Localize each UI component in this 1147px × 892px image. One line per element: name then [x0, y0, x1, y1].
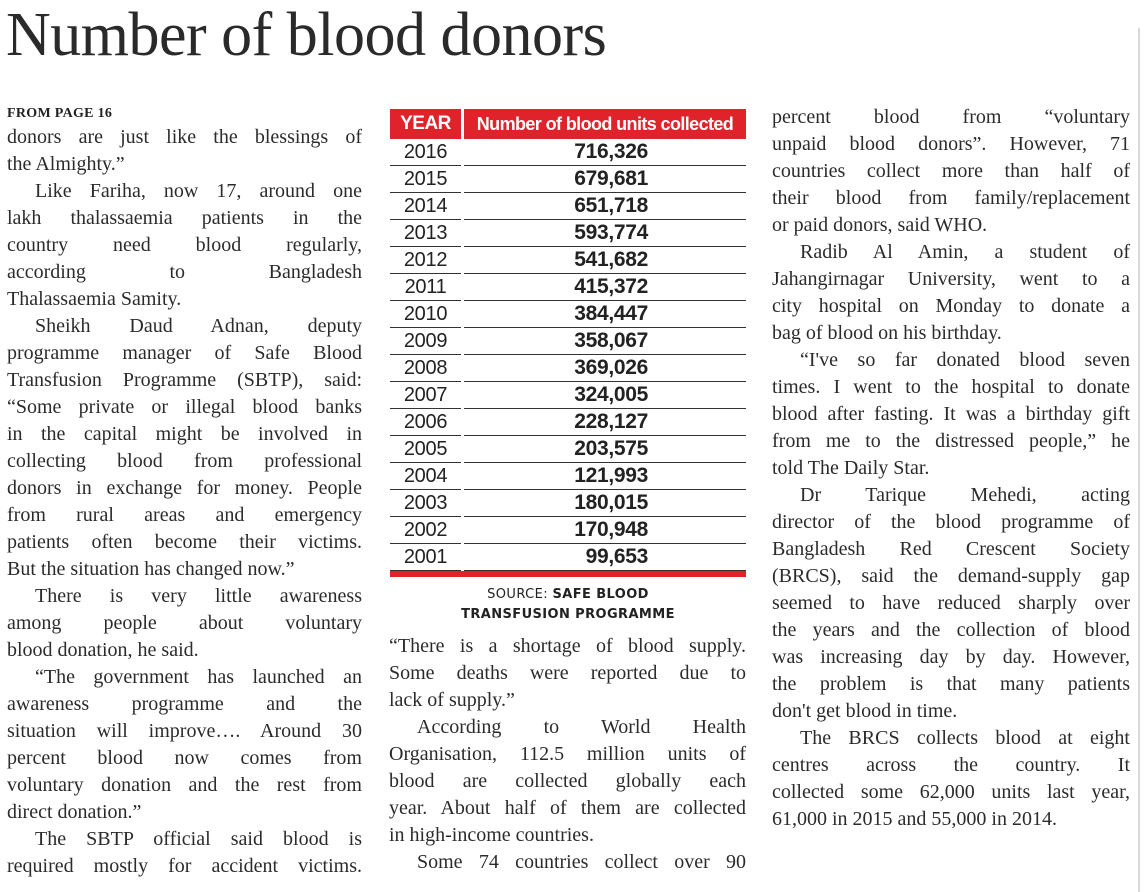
table-row: [390, 220, 746, 247]
col3-line: bag of blood on his birthday.: [772, 322, 1002, 344]
table-row: [390, 382, 746, 409]
col1-line: Sheikh Daud Adnan, deputy: [35, 315, 362, 337]
column-rule: [1138, 28, 1140, 892]
table-row: [390, 193, 746, 220]
units-cell: 358,067: [464, 328, 746, 355]
units-cell: 593,774: [464, 220, 746, 247]
col1-line: the Almighty.”: [7, 153, 125, 175]
units-cell: 121,993: [464, 463, 746, 490]
col1-line: “Some private or illegal blood banks: [7, 396, 362, 418]
article-column-2: [389, 633, 746, 876]
table-row: [390, 247, 746, 274]
col1-line: awareness programme and the: [7, 693, 362, 715]
page-title: Number of blood donors: [6, 1, 607, 69]
col1-line: The SBTP official said blood is: [35, 828, 362, 850]
year-column-header: YEAR: [390, 109, 461, 139]
col1-line: lakh thalassaemia patients in the: [7, 207, 362, 229]
table-row: [390, 328, 746, 355]
col3-line: or paid donors, said WHO.: [772, 214, 988, 236]
year-cell: 2001: [390, 544, 461, 571]
year-cell: 2011: [390, 274, 461, 301]
units-cell: 384,447: [464, 301, 746, 328]
units-cell: 679,681: [464, 166, 746, 193]
source-prefix: SOURCE:: [487, 587, 548, 602]
year-cell: 2012: [390, 247, 461, 274]
table-row: [390, 355, 746, 382]
table-body: [390, 139, 746, 571]
year-cell: 2004: [390, 463, 461, 490]
table-row: [390, 166, 746, 193]
col1-line: in the capital might be involved in: [7, 423, 362, 445]
col3-line: times. I went to the hospital to donate: [772, 376, 1130, 398]
col3-line: was increasing day by day. However,: [772, 646, 1130, 668]
col3-line: blood after fasting. It was a birthday gift: [772, 403, 1130, 425]
year-cell: 2016: [390, 139, 461, 166]
col1-line: Transfusion Programme (SBTP), said:: [7, 369, 362, 391]
table-row: [390, 463, 746, 490]
table-row: [390, 436, 746, 463]
col1-line: donors in exchange for money. People: [7, 477, 362, 499]
col1-line: But the situation has changed now.”: [7, 558, 295, 580]
col2-line: Some deaths were reported due to: [389, 662, 746, 684]
year-cell: 2013: [390, 220, 461, 247]
year-cell: 2007: [390, 382, 461, 409]
table-row: [390, 490, 746, 517]
col3-line: collected some 62,000 units last year,: [772, 781, 1130, 803]
col3-line: don't get blood in time.: [772, 700, 958, 722]
source-name-line-1: SAFE BLOOD: [552, 587, 649, 602]
article-column-1: [7, 104, 362, 880]
units-cell: 170,948: [464, 517, 746, 544]
col3-line: seemed to have reduced sharply over: [772, 592, 1130, 614]
units-cell: 203,575: [464, 436, 746, 463]
col3-line: percent blood from “voluntary: [772, 106, 1130, 128]
col3-line: director of the blood programme of: [772, 511, 1130, 533]
col3-line: countries collect more than half of: [772, 160, 1130, 182]
col1-line: direct donation.”: [7, 801, 142, 823]
table-header: [390, 109, 746, 139]
units-cell: 180,015: [464, 490, 746, 517]
year-cell: 2003: [390, 490, 461, 517]
col2-line: Organisation, 112.5 million units of: [389, 743, 746, 765]
year-cell: 2014: [390, 193, 461, 220]
col1-line: donors are just like the blessings of: [7, 126, 362, 148]
year-cell: 2009: [390, 328, 461, 355]
year-cell: 2002: [390, 517, 461, 544]
col2-line: lack of supply.”: [389, 689, 515, 711]
col3-line: their blood from family/replacement: [772, 187, 1130, 209]
blood-units-table: [390, 109, 746, 625]
col1-line: collecting blood from professional: [7, 450, 362, 472]
col3-line: The BRCS collects blood at eight: [800, 727, 1130, 749]
units-cell: 415,372: [464, 274, 746, 301]
units-cell: 324,005: [464, 382, 746, 409]
col1-line: voluntary donation and the rest from: [7, 774, 362, 796]
units-column-header: Number of blood units collected: [464, 109, 746, 139]
col1-line: country need blood regularly,: [7, 234, 362, 256]
col3-line: Bangladesh Red Crescent Society: [772, 538, 1130, 560]
col3-line: unpaid blood donors”. However, 71: [772, 133, 1130, 155]
col1-line: Thalassaemia Samity.: [7, 288, 182, 310]
col2-line: Some 74 countries collect over 90: [417, 851, 746, 873]
col1-line: Like Fariha, now 17, around one: [35, 180, 362, 202]
table-source: [390, 585, 746, 625]
col3-line: from me to the distressed people,” he: [772, 430, 1130, 452]
continuation-kicker: FROM PAGE 16: [7, 106, 113, 121]
col3-line: centres across the country. It: [772, 754, 1130, 776]
col1-line: patients often become their victims.: [7, 531, 362, 553]
table-row: [390, 274, 746, 301]
table-row: [390, 139, 746, 166]
units-cell: 651,718: [464, 193, 746, 220]
col3-line: Radib Al Amin, a student of: [800, 241, 1130, 263]
column-2-text: [389, 633, 746, 876]
col1-line: situation will improve…. Around 30: [7, 720, 362, 742]
year-cell: 2006: [390, 409, 461, 436]
col3-line: “I've so far donated blood seven: [800, 349, 1130, 371]
col1-line: required mostly for accident victims.: [7, 855, 362, 877]
column-3-text: [772, 104, 1130, 833]
col1-line: blood donation, he said.: [7, 639, 199, 661]
col1-line: according to Bangladesh: [7, 261, 362, 283]
table-row: [390, 409, 746, 436]
year-cell: 2005: [390, 436, 461, 463]
col3-line: Dr Tarique Mehedi, acting: [800, 484, 1130, 506]
col2-line: “There is a shortage of blood supply.: [389, 635, 746, 657]
col1-line: from rural areas and emergency: [7, 504, 362, 526]
col3-line: (BRCS), said the demand-supply gap: [772, 565, 1130, 587]
units-cell: 99,653: [464, 544, 746, 571]
table-row: [390, 517, 746, 544]
col1-line: There is very little awareness: [35, 585, 362, 607]
col3-line: the problem is that many patients: [772, 673, 1130, 695]
col3-line: the years and the collection of blood: [772, 619, 1130, 641]
col3-line: told The Daily Star.: [772, 457, 930, 479]
units-cell: 541,682: [464, 247, 746, 274]
units-cell: 228,127: [464, 409, 746, 436]
col1-line: programme manager of Safe Blood: [7, 342, 362, 364]
units-cell: 369,026: [464, 355, 746, 382]
col1-line: among people about voluntary: [7, 612, 362, 634]
col1-line: “The government has launched an: [35, 666, 362, 688]
year-cell: 2008: [390, 355, 461, 382]
col3-line: city hospital on Monday to donate a: [772, 295, 1130, 317]
table-row: [390, 544, 746, 571]
column-1-text: [7, 124, 362, 880]
table-footer-bar: [390, 571, 746, 577]
source-name-line-2: TRANSFUSION PROGRAMME: [461, 607, 675, 622]
col3-line: Jahangirnagar University, went to a: [772, 268, 1130, 290]
col2-line: According to World Health: [417, 716, 746, 738]
year-cell: 2010: [390, 301, 461, 328]
col3-line: 61,000 in 2015 and 55,000 in 2014.: [772, 808, 1057, 830]
year-cell: 2015: [390, 166, 461, 193]
article-column-3: [772, 104, 1130, 833]
col2-line: in high-income countries.: [389, 824, 594, 846]
col2-line: blood are collected globally each: [389, 770, 746, 792]
col1-line: percent blood now comes from: [7, 747, 362, 769]
table-row: [390, 301, 746, 328]
units-cell: 716,326: [464, 139, 746, 166]
col2-line: year. About half of them are collected: [389, 797, 746, 819]
